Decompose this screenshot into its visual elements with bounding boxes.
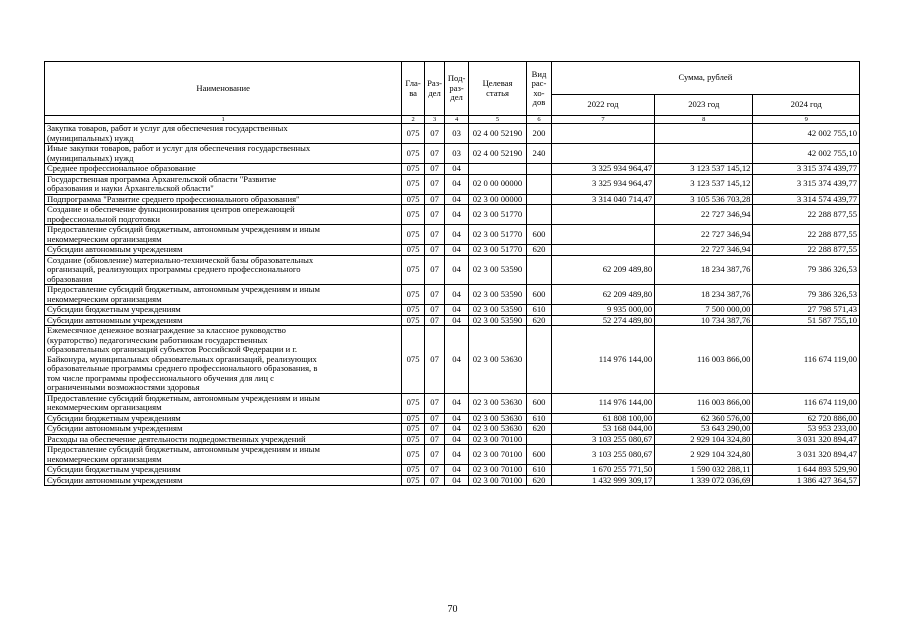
- cell-sum-2022: [551, 225, 654, 245]
- cell-glava: 075: [402, 424, 425, 435]
- cell-celevaya-statya: 02 3 00 53630: [468, 393, 526, 413]
- cell-sum-2023: 2 929 104 324,80: [655, 445, 753, 465]
- table-row: [45, 124, 860, 144]
- cell-celevaya-statya: 02 0 00 00000: [468, 174, 526, 194]
- cell-sum-2024: 79 386 326,53: [753, 285, 860, 305]
- table-row: [45, 326, 860, 394]
- cell-name: Субсидии автономным учреждениям: [45, 424, 402, 435]
- cell-podrazdel: 04: [445, 205, 469, 225]
- cell-name: Предоставление субсидий бюджетным, автономным учреждениям и иным некоммерческим организациям: [45, 445, 402, 465]
- budget-table: [44, 61, 860, 486]
- cell-name: Иные закупки товаров, работ и услуг для обеспечения государственных (муниципальных) нужд: [45, 144, 402, 164]
- cell-vid-rashodov: [527, 205, 552, 225]
- cell-vid-rashodov: [527, 164, 552, 175]
- cell-razdel: 07: [424, 194, 444, 205]
- cell-sum-2022: 3 314 040 714,47: [551, 194, 654, 205]
- cell-celevaya-statya: 02 3 00 53630: [468, 326, 526, 394]
- column-number: 6: [527, 116, 552, 124]
- cell-podrazdel: 04: [445, 245, 469, 256]
- cell-name: Субсидии автономным учреждениям: [45, 475, 402, 486]
- cell-vid-rashodov: [527, 255, 552, 285]
- cell-sum-2024: 116 674 119,00: [753, 326, 860, 394]
- cell-sum-2023: 116 003 866,00: [655, 393, 753, 413]
- cell-name: Расходы на обеспечение деятельности подведомственных учреждений: [45, 434, 402, 445]
- cell-glava: 075: [402, 465, 425, 476]
- cell-glava: 075: [402, 285, 425, 305]
- budget-page: [44, 61, 860, 486]
- header-year-2023: 2023 год: [655, 95, 753, 116]
- cell-razdel: 07: [424, 255, 444, 285]
- cell-podrazdel: 04: [445, 475, 469, 486]
- cell-podrazdel: 03: [445, 144, 469, 164]
- cell-name: Подпрограмма "Развитие среднего профессионального образования": [45, 194, 402, 205]
- cell-razdel: 07: [424, 285, 444, 305]
- cell-podrazdel: 04: [445, 305, 469, 316]
- cell-name: Субсидии бюджетным учреждениям: [45, 413, 402, 424]
- cell-glava: 075: [402, 225, 425, 245]
- cell-razdel: 07: [424, 424, 444, 435]
- cell-sum-2024: 1 644 893 529,90: [753, 465, 860, 476]
- cell-razdel: 07: [424, 164, 444, 175]
- cell-sum-2024: 51 587 755,10: [753, 315, 860, 326]
- cell-sum-2022: 3 103 255 080,67: [551, 445, 654, 465]
- cell-vid-rashodov: 240: [527, 144, 552, 164]
- cell-sum-2024: 22 288 877,55: [753, 245, 860, 256]
- cell-razdel: 07: [424, 305, 444, 316]
- cell-vid-rashodov: 600: [527, 445, 552, 465]
- cell-glava: 075: [402, 393, 425, 413]
- cell-razdel: 07: [424, 413, 444, 424]
- cell-sum-2024: 3 031 320 894,47: [753, 434, 860, 445]
- cell-vid-rashodov: 200: [527, 124, 552, 144]
- cell-podrazdel: 04: [445, 434, 469, 445]
- cell-vid-rashodov: 620: [527, 424, 552, 435]
- cell-sum-2022: 53 168 044,00: [551, 424, 654, 435]
- cell-sum-2024: 62 720 886,00: [753, 413, 860, 424]
- table-row: [45, 164, 860, 175]
- cell-podrazdel: 04: [445, 164, 469, 175]
- header-vid-rashodov: Вид рас- хо- дов: [527, 62, 552, 116]
- cell-sum-2022: 1 670 255 771,50: [551, 465, 654, 476]
- cell-vid-rashodov: 610: [527, 305, 552, 316]
- cell-podrazdel: 04: [445, 424, 469, 435]
- cell-vid-rashodov: [527, 194, 552, 205]
- header-podrazdel: Под- раз- дел: [445, 62, 469, 116]
- cell-sum-2022: [551, 245, 654, 256]
- table-row: [45, 315, 860, 326]
- cell-razdel: 07: [424, 434, 444, 445]
- column-number: 1: [45, 116, 402, 124]
- cell-glava: 075: [402, 245, 425, 256]
- cell-glava: 075: [402, 255, 425, 285]
- cell-sum-2022: 9 935 000,00: [551, 305, 654, 316]
- table-row: [45, 305, 860, 316]
- header-year-2024: 2024 год: [753, 95, 860, 116]
- cell-sum-2022: [551, 205, 654, 225]
- cell-razdel: 07: [424, 144, 444, 164]
- cell-sum-2022: 3 103 255 080,67: [551, 434, 654, 445]
- cell-podrazdel: 04: [445, 393, 469, 413]
- cell-glava: 075: [402, 144, 425, 164]
- cell-glava: 075: [402, 205, 425, 225]
- cell-vid-rashodov: 600: [527, 225, 552, 245]
- cell-razdel: 07: [424, 124, 444, 144]
- cell-glava: 075: [402, 174, 425, 194]
- cell-sum-2022: 62 209 489,80: [551, 285, 654, 305]
- cell-podrazdel: 03: [445, 124, 469, 144]
- cell-celevaya-statya: 02 3 00 00000: [468, 194, 526, 205]
- cell-sum-2023: [655, 124, 753, 144]
- cell-glava: 075: [402, 326, 425, 394]
- cell-razdel: 07: [424, 465, 444, 476]
- header-name: Наименование: [45, 62, 402, 116]
- cell-sum-2024: 42 002 755,10: [753, 144, 860, 164]
- column-number: 8: [655, 116, 753, 124]
- cell-celevaya-statya: 02 3 00 70100: [468, 465, 526, 476]
- cell-glava: 075: [402, 194, 425, 205]
- cell-glava: 075: [402, 413, 425, 424]
- cell-name: Субсидии бюджетным учреждениям: [45, 305, 402, 316]
- cell-vid-rashodov: [527, 174, 552, 194]
- cell-sum-2022: 61 808 100,00: [551, 413, 654, 424]
- cell-sum-2023: [655, 144, 753, 164]
- cell-vid-rashodov: [527, 326, 552, 394]
- cell-sum-2023: 18 234 387,76: [655, 285, 753, 305]
- table-row: [45, 465, 860, 476]
- cell-glava: 075: [402, 315, 425, 326]
- cell-sum-2024: 3 314 574 439,77: [753, 194, 860, 205]
- column-number: 9: [753, 116, 860, 124]
- cell-name: Предоставление субсидий бюджетным, автономным учреждениям и иным некоммерческим организациям: [45, 393, 402, 413]
- cell-celevaya-statya: 02 3 00 53630: [468, 424, 526, 435]
- cell-name: Предоставление субсидий бюджетным, автономным учреждениям и иным некоммерческим организациям: [45, 225, 402, 245]
- cell-name: Предоставление субсидий бюджетным, автономным учреждениям и иным некоммерческим организациям: [45, 285, 402, 305]
- cell-podrazdel: 04: [445, 174, 469, 194]
- cell-celevaya-statya: 02 3 00 53590: [468, 285, 526, 305]
- cell-sum-2023: 22 727 346,94: [655, 205, 753, 225]
- cell-celevaya-statya: 02 3 00 51770: [468, 205, 526, 225]
- cell-podrazdel: 04: [445, 194, 469, 205]
- cell-celevaya-statya: 02 4 00 52190: [468, 144, 526, 164]
- cell-razdel: 07: [424, 445, 444, 465]
- cell-celevaya-statya: [468, 164, 526, 175]
- cell-name: Государственная программа Архангельской области "Развитие образования и науки Архангельской области": [45, 174, 402, 194]
- cell-razdel: 07: [424, 245, 444, 256]
- header-glava: Гла- ва: [402, 62, 425, 116]
- cell-glava: 075: [402, 124, 425, 144]
- cell-celevaya-statya: 02 3 00 70100: [468, 434, 526, 445]
- table-row: [45, 393, 860, 413]
- header-summa: Сумма, рублей: [551, 62, 859, 95]
- cell-sum-2024: 42 002 755,10: [753, 124, 860, 144]
- cell-razdel: 07: [424, 174, 444, 194]
- cell-sum-2023: 1 590 032 288,11: [655, 465, 753, 476]
- cell-sum-2023: 22 727 346,94: [655, 245, 753, 256]
- cell-glava: 075: [402, 164, 425, 175]
- cell-razdel: 07: [424, 315, 444, 326]
- cell-podrazdel: 04: [445, 285, 469, 305]
- header-celevaya-statya: Целевая статья: [468, 62, 526, 116]
- header-year-2022: 2022 год: [551, 95, 654, 116]
- column-number: 4: [445, 116, 469, 124]
- cell-podrazdel: 04: [445, 326, 469, 394]
- cell-sum-2023: 2 929 104 324,80: [655, 434, 753, 445]
- cell-celevaya-statya: 02 3 00 53590: [468, 255, 526, 285]
- cell-name: Ежемесячное денежное вознаграждение за классное руководство (кураторство) педагогическим работникам государственных образовательных организаций субъектов Российской Федерации и г. Байконура, муниципальных образовательных организаций, реализующих образовательные программы среднего профессионального образования, в том числе программы профессионального обучения для лиц с ограниченными возможностями здоровья: [45, 326, 402, 394]
- cell-celevaya-statya: 02 3 00 53590: [468, 315, 526, 326]
- table-row: [45, 194, 860, 205]
- cell-podrazdel: 04: [445, 413, 469, 424]
- cell-sum-2023: 62 360 576,00: [655, 413, 753, 424]
- page-number: 70: [447, 604, 458, 615]
- cell-razdel: 07: [424, 475, 444, 486]
- cell-podrazdel: 04: [445, 445, 469, 465]
- cell-sum-2024: 79 386 326,53: [753, 255, 860, 285]
- cell-name: Среднее профессиональное образование: [45, 164, 402, 175]
- cell-vid-rashodov: 610: [527, 413, 552, 424]
- table-row: [45, 174, 860, 194]
- cell-sum-2024: 22 288 877,55: [753, 225, 860, 245]
- cell-sum-2022: 114 976 144,00: [551, 393, 654, 413]
- cell-sum-2022: 3 325 934 964,47: [551, 174, 654, 194]
- cell-sum-2023: 10 734 387,76: [655, 315, 753, 326]
- cell-vid-rashodov: 620: [527, 245, 552, 256]
- table-body: [45, 124, 860, 486]
- cell-sum-2024: 27 798 571,43: [753, 305, 860, 316]
- cell-razdel: 07: [424, 393, 444, 413]
- column-number: 2: [402, 116, 425, 124]
- cell-name: Закупка товаров, работ и услуг для обеспечения государственных (муниципальных) нужд: [45, 124, 402, 144]
- cell-sum-2022: 114 976 144,00: [551, 326, 654, 394]
- cell-sum-2023: 53 643 290,00: [655, 424, 753, 435]
- column-number: 3: [424, 116, 444, 124]
- table-row: [45, 144, 860, 164]
- cell-sum-2023: 22 727 346,94: [655, 225, 753, 245]
- cell-glava: 075: [402, 434, 425, 445]
- cell-sum-2024: 53 953 233,00: [753, 424, 860, 435]
- cell-sum-2023: 3 123 537 145,12: [655, 164, 753, 175]
- cell-sum-2022: 62 209 489,80: [551, 255, 654, 285]
- cell-razdel: 07: [424, 205, 444, 225]
- cell-celevaya-statya: 02 3 00 51770: [468, 225, 526, 245]
- header-razdel: Раз- дел: [424, 62, 444, 116]
- cell-name: Субсидии бюджетным учреждениям: [45, 465, 402, 476]
- cell-vid-rashodov: [527, 434, 552, 445]
- cell-sum-2023: 3 105 536 703,28: [655, 194, 753, 205]
- table-row: [45, 445, 860, 465]
- cell-celevaya-statya: 02 4 00 52190: [468, 124, 526, 144]
- cell-vid-rashodov: 600: [527, 393, 552, 413]
- cell-sum-2024: 3 031 320 894,47: [753, 445, 860, 465]
- table-row: [45, 255, 860, 285]
- cell-name: Создание и обеспечение функционирования центров опережающей профессиональной подготовки: [45, 205, 402, 225]
- cell-podrazdel: 04: [445, 255, 469, 285]
- cell-celevaya-statya: 02 3 00 70100: [468, 475, 526, 486]
- table-row: [45, 285, 860, 305]
- cell-glava: 075: [402, 445, 425, 465]
- cell-glava: 075: [402, 305, 425, 316]
- cell-sum-2024: 1 386 427 364,57: [753, 475, 860, 486]
- cell-sum-2023: 3 123 537 145,12: [655, 174, 753, 194]
- cell-vid-rashodov: 620: [527, 315, 552, 326]
- table-row: [45, 225, 860, 245]
- cell-name: Создание (обновление) материально-технической базы образовательных организаций, реализующих программы среднего профессионального образования: [45, 255, 402, 285]
- cell-sum-2023: 18 234 387,76: [655, 255, 753, 285]
- cell-podrazdel: 04: [445, 315, 469, 326]
- cell-sum-2023: 7 500 000,00: [655, 305, 753, 316]
- table-row: [45, 424, 860, 435]
- cell-sum-2024: 116 674 119,00: [753, 393, 860, 413]
- cell-razdel: 07: [424, 225, 444, 245]
- table-row: [45, 475, 860, 486]
- cell-vid-rashodov: 620: [527, 475, 552, 486]
- cell-celevaya-statya: 02 3 00 51770: [468, 245, 526, 256]
- cell-sum-2022: 52 274 489,80: [551, 315, 654, 326]
- cell-razdel: 07: [424, 326, 444, 394]
- table-row: [45, 245, 860, 256]
- cell-name: Субсидии автономным учреждениям: [45, 245, 402, 256]
- cell-celevaya-statya: 02 3 00 70100: [468, 445, 526, 465]
- cell-glava: 075: [402, 475, 425, 486]
- cell-sum-2024: 3 315 374 439,77: [753, 174, 860, 194]
- cell-sum-2023: 1 339 072 036,69: [655, 475, 753, 486]
- cell-name: Субсидии автономным учреждениям: [45, 315, 402, 326]
- cell-sum-2024: 3 315 374 439,77: [753, 164, 860, 175]
- cell-podrazdel: 04: [445, 225, 469, 245]
- table-row: [45, 434, 860, 445]
- cell-sum-2022: 3 325 934 964,47: [551, 164, 654, 175]
- cell-sum-2022: 1 432 999 309,17: [551, 475, 654, 486]
- table-row: [45, 413, 860, 424]
- cell-sum-2022: [551, 144, 654, 164]
- cell-vid-rashodov: 610: [527, 465, 552, 476]
- cell-sum-2022: [551, 124, 654, 144]
- column-number: 7: [551, 116, 654, 124]
- column-number: 5: [468, 116, 526, 124]
- cell-podrazdel: 04: [445, 465, 469, 476]
- cell-vid-rashodov: 600: [527, 285, 552, 305]
- table-row: [45, 205, 860, 225]
- cell-celevaya-statya: 02 3 00 53590: [468, 305, 526, 316]
- cell-sum-2024: 22 288 877,55: [753, 205, 860, 225]
- cell-celevaya-statya: 02 3 00 53630: [468, 413, 526, 424]
- cell-sum-2023: 116 003 866,00: [655, 326, 753, 394]
